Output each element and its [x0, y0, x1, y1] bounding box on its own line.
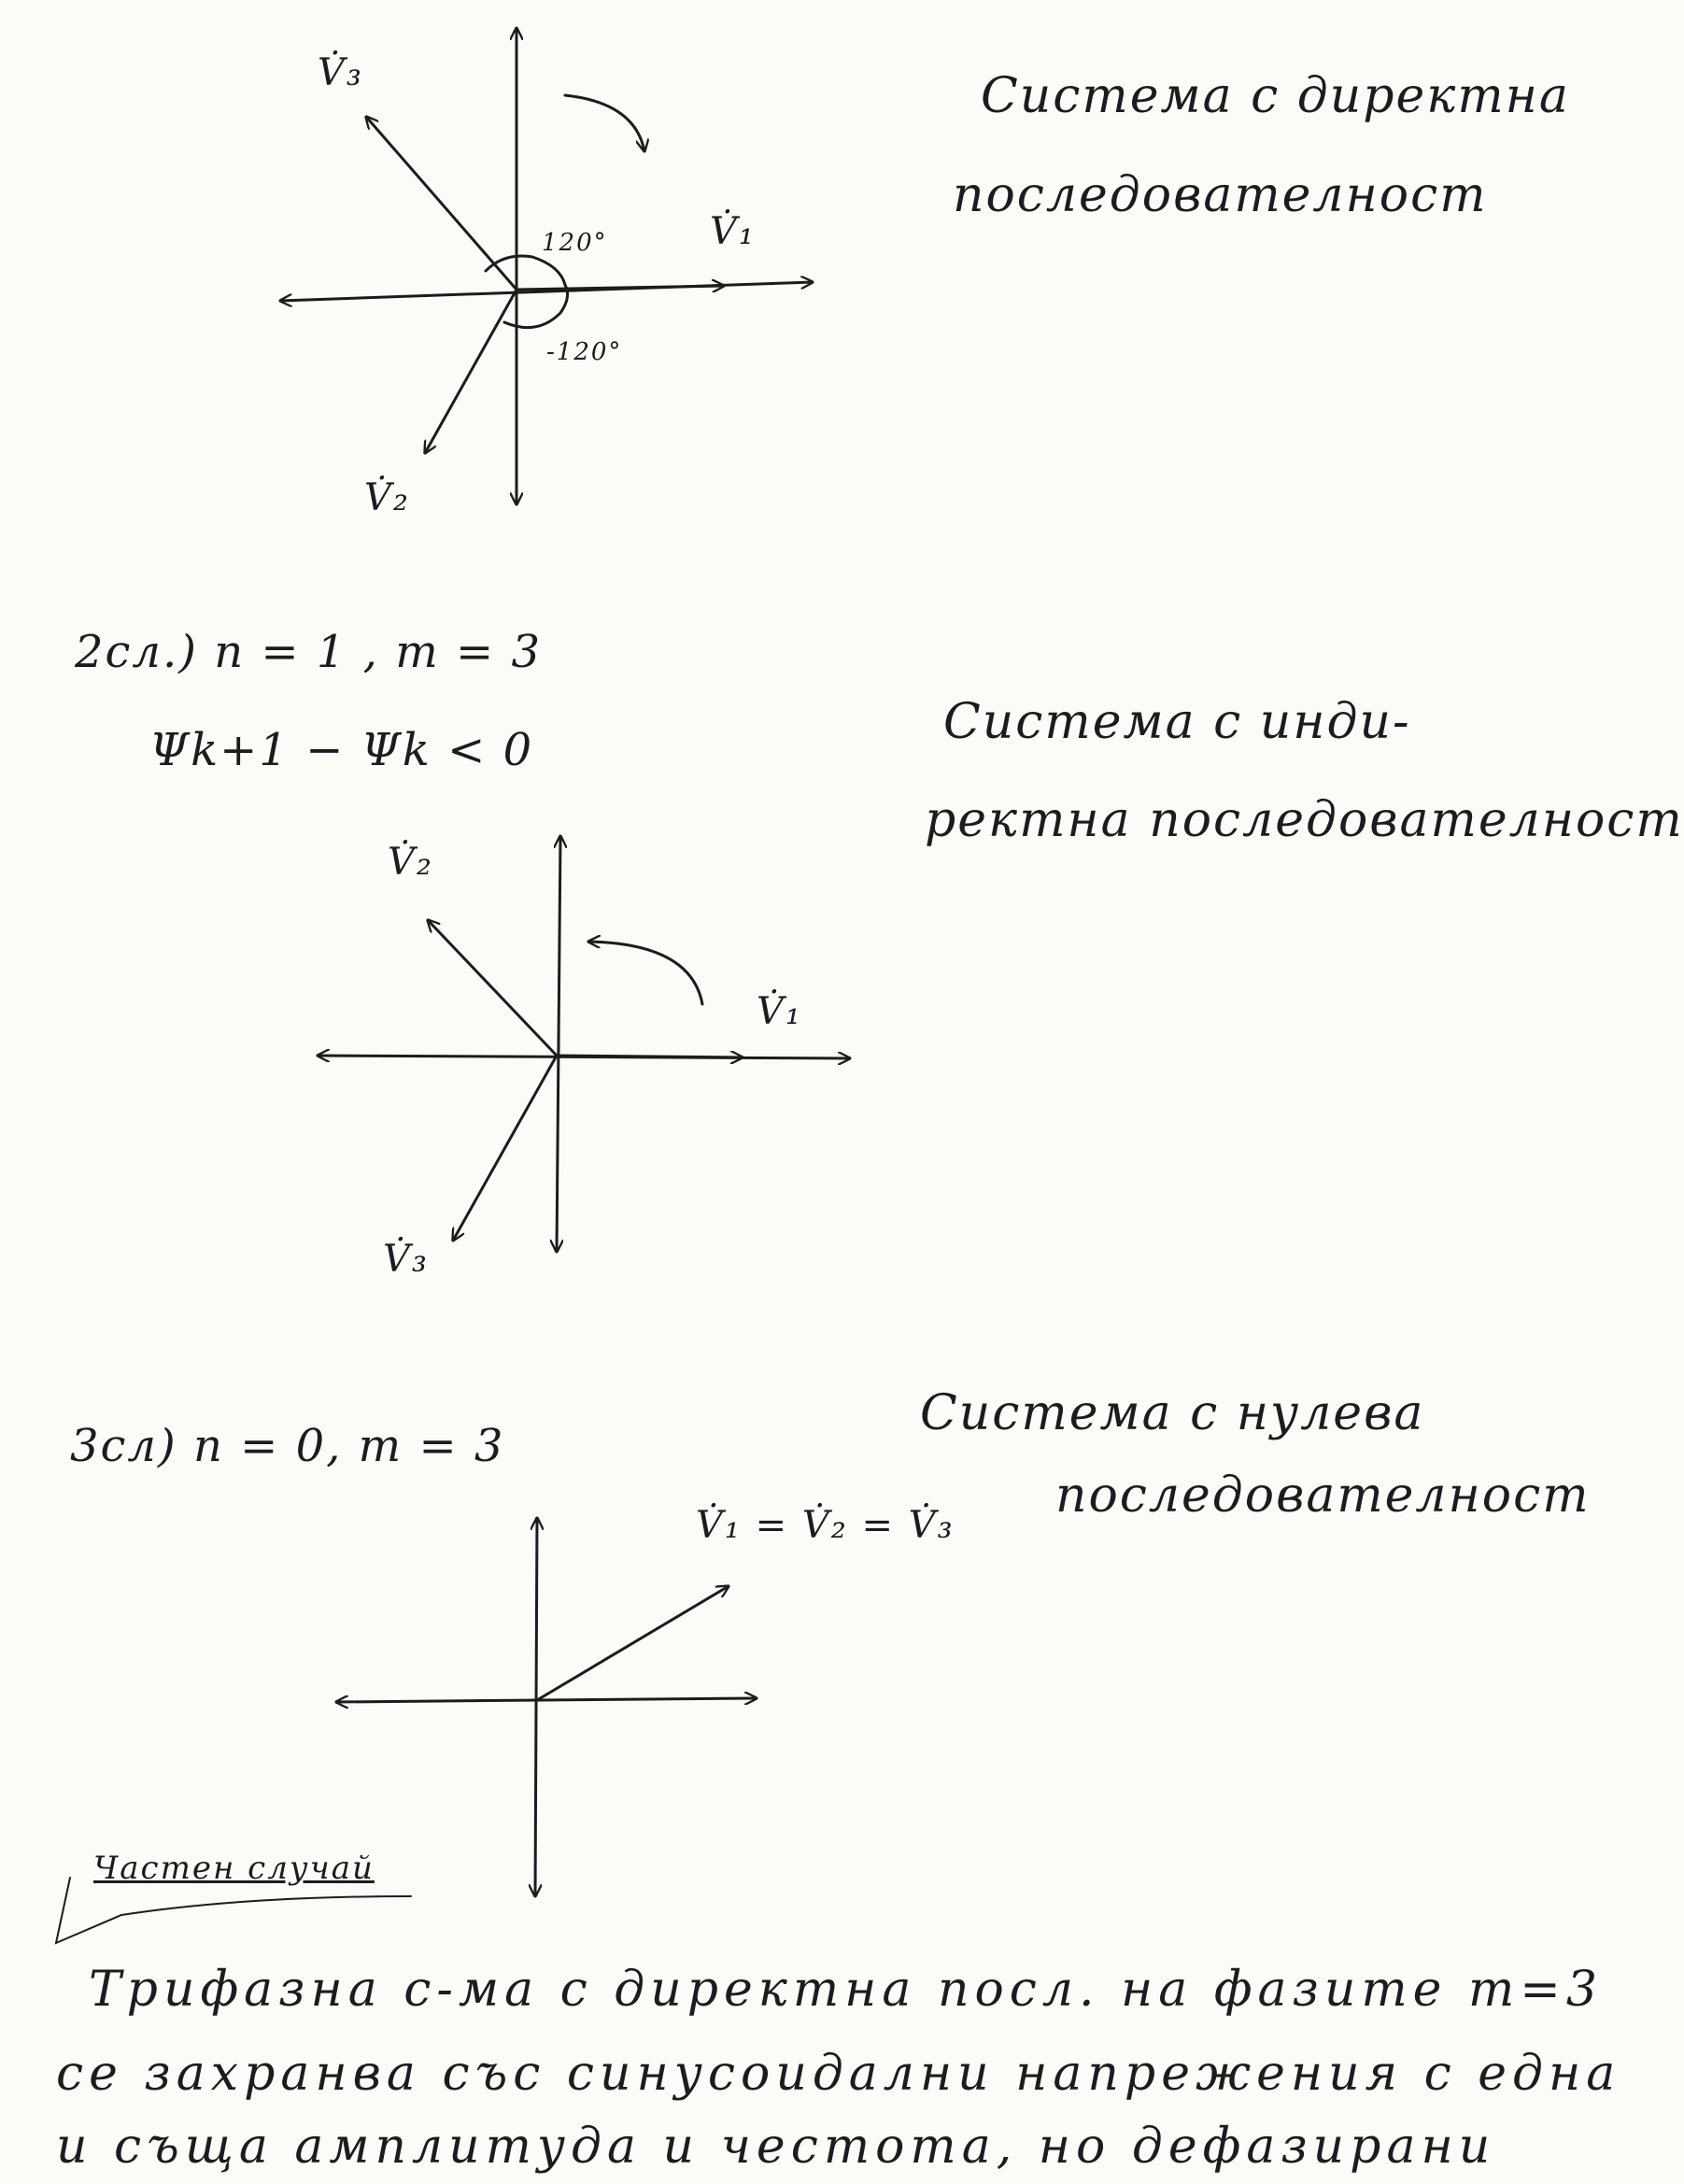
axis-horizontal	[280, 282, 813, 301]
label-v1: V̇₁	[757, 990, 802, 1033]
heading-indirect-line1: Система с инди-	[943, 694, 1411, 750]
diagram-direct-sequence	[280, 28, 813, 504]
axis-horizontal	[336, 1698, 757, 1702]
equality-v1-v2-v3: V̇₁ = V̇₂ = V̇₃	[696, 1504, 955, 1547]
rotation-arrow	[588, 942, 702, 1004]
angle-label-positive: 120°	[542, 229, 608, 257]
text-line-2: се захранва със синусоидални напрежения с една	[56, 2046, 1621, 2102]
axis-vertical	[535, 1518, 537, 1896]
label-v3: V̇₃	[318, 51, 363, 94]
diagram-zero-sequence	[336, 1518, 757, 1896]
axis-vertical	[557, 836, 560, 1252]
label-v2: V̇₂	[364, 476, 410, 519]
diagram-indirect-sequence	[318, 836, 850, 1252]
angle-arc-positive	[486, 256, 565, 285]
text-line-3: и съща амплитуда и честота, но дефазирани	[56, 2119, 1496, 2175]
angle-label-negative: -120°	[546, 338, 623, 366]
vector-v1	[557, 1056, 743, 1057]
heading-zero-line2: последователност	[1055, 1468, 1591, 1524]
heading-zero-line1: Система с нулева	[920, 1385, 1425, 1441]
condition-case-2: 2сл.) n = 1 , m = 3	[75, 626, 542, 678]
heading-indirect-line2: ректна последователност	[925, 792, 1684, 848]
note-special-case: Частен случай	[93, 1850, 375, 1887]
condition-case-3: 3сл) n = 0, m = 3	[70, 1420, 505, 1472]
rotation-arrow	[565, 95, 644, 151]
label-v2: V̇₂	[388, 841, 433, 884]
label-v3: V̇₃	[383, 1238, 429, 1281]
vector-v2	[428, 920, 557, 1056]
vector-v	[537, 1586, 729, 1700]
heading-direct-line1: Система с директна	[981, 68, 1570, 124]
heading-direct-line2: последователност	[953, 167, 1488, 223]
inequality-case-2: Ψk+1 − Ψk < 0	[149, 724, 534, 776]
note-underline	[56, 1878, 411, 1943]
text-line-1: Трифазна с-ма с директна посл. на фазите m=3	[89, 1962, 1603, 2018]
vector-v3	[453, 1056, 557, 1241]
label-v1: V̇₁	[710, 210, 756, 253]
vector-v1	[517, 286, 724, 290]
vector-v2	[425, 290, 517, 453]
